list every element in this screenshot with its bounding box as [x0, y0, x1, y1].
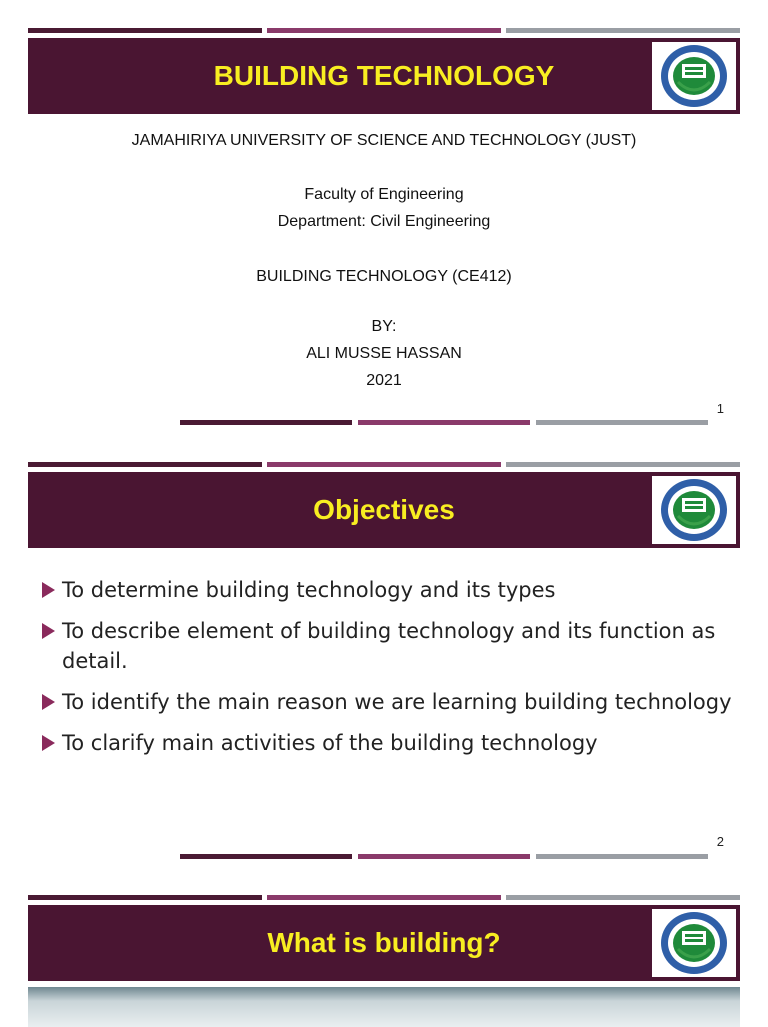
list-item: To describe element of building technology and its function as detail.: [42, 616, 742, 676]
arrow-bullet-icon: [42, 735, 55, 751]
top-accent-bars: [28, 895, 740, 900]
bottom-accent-bars: [180, 420, 708, 425]
by-label: BY:: [371, 318, 397, 335]
year: 2021: [366, 372, 402, 389]
university-seal-logo-icon: [652, 476, 736, 544]
university-seal-logo-icon: [652, 42, 736, 110]
slide-title: Objectives: [313, 494, 455, 525]
slide-header: [28, 472, 740, 548]
slide-title: What is building?: [267, 927, 501, 958]
university-name: JAMAHIRIYA UNIVERSITY OF SCIENCE AND TECHNOLOGY (JUST): [131, 132, 637, 149]
slide-1: [0, 28, 768, 428]
faculty-line: Faculty of Engineering: [304, 186, 464, 203]
page-number: 1: [716, 401, 724, 416]
arrow-bullet-icon: [42, 694, 55, 710]
arrow-bullet-icon: [42, 582, 55, 598]
building-photo: [28, 987, 740, 1027]
slide-header: [28, 38, 740, 114]
slide-title: BUILDING TECHNOLOGY: [213, 60, 555, 91]
top-accent-bars: [28, 462, 740, 467]
bottom-accent-bars: [180, 854, 708, 859]
list-item: To identify the main reason we are learning building technology: [42, 687, 742, 717]
department-line: Department: Civil Engineering: [277, 213, 491, 230]
list-item: To determine building technology and its types: [42, 575, 742, 605]
university-seal-logo-icon: [652, 909, 736, 977]
list-item: To clarify main activities of the building technology: [42, 728, 742, 758]
author-name: ALI MUSSE HASSAN: [306, 345, 462, 362]
arrow-bullet-icon: [42, 623, 55, 639]
slide-2: [0, 462, 768, 862]
page-number: 2: [716, 834, 724, 849]
top-accent-bars: [28, 28, 740, 33]
course-line: BUILDING TECHNOLOGY (CE412): [256, 268, 512, 285]
objectives-list: [42, 575, 742, 769]
slide-header: [28, 905, 740, 981]
slide-3: [0, 895, 768, 1024]
